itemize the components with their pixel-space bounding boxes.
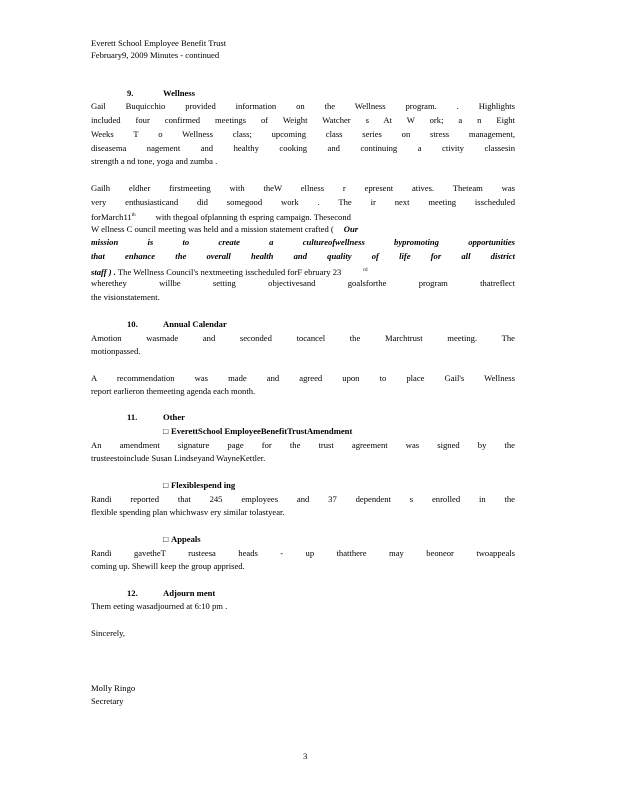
paragraph-line: Weeks T o Wellness class; upcoming class series on stress management, — [91, 129, 515, 139]
subsection-heading-appeals: □ Appeals — [163, 534, 201, 544]
page-number: 3 — [303, 751, 308, 761]
header-title: Everett School Employee Benefit Trust — [91, 38, 227, 48]
mission-statement: Our — [343, 224, 359, 234]
mission-statement: that enhance the overall health and quality of life for all district — [91, 251, 515, 261]
checkbox-bullet-icon: □ — [163, 480, 169, 490]
section-heading-wellness — [127, 88, 195, 99]
paragraph-line: motionpassed. — [91, 346, 141, 356]
section-title: Wellness — [163, 88, 195, 98]
section-number: 10. — [127, 319, 138, 329]
section-title: Adjourn ment — [163, 588, 216, 598]
salutation: Sincerely, — [91, 628, 126, 638]
paragraph-line: W ellness C ouncil meeting was held and a mission statement crafted ( Our — [91, 224, 359, 234]
paragraph-line: coming up. Shewill keep the group apprised. — [91, 561, 245, 571]
paragraph-line: Randi gavetheT rusteesa heads - up thatthere may beoneor twoappeals — [91, 548, 515, 558]
paragraph-line: An amendment signature page for the trust agreement was signed by the — [91, 440, 515, 450]
paragraph-line: Amotion wasmade and seconded tocancel the Marchtrust meeting. The — [91, 333, 515, 343]
paragraph-line: included four confirmed meetings of Weight Watcher s At W ork; a n Eight — [91, 115, 515, 125]
mission-statement: staff — [91, 266, 107, 277]
paragraph-line: strength a nd tone, yoga and zumba . — [91, 156, 218, 166]
paragraph-line: the visionstatement. — [91, 292, 160, 302]
paragraph-line: wherethey willbe setting objectivesand goalsforthe program thatreflect — [91, 278, 515, 288]
paragraph-line: Randi reported that 245 employees and 37 dependent s enrolled in the — [91, 494, 515, 504]
section-heading-calendar — [127, 319, 227, 330]
superscript: th — [131, 213, 136, 218]
section-number: 11. — [127, 412, 138, 422]
paragraph-line: flexible spending plan whichwasv ery similar tolastyear. — [91, 507, 285, 517]
checkbox-bullet-icon: □ — [163, 534, 169, 544]
section-title: Annual Calendar — [163, 319, 227, 329]
subsection-heading-flexible-spending: □ Flexiblespend ing — [163, 480, 236, 490]
mission-statement: mission is to create a cultureofwellness bypromoting opportunities — [91, 237, 515, 247]
paragraph-line: trusteestoinclude Susan Lindseyand WayneKettler. — [91, 453, 266, 463]
signer-role: Secretary — [91, 696, 124, 706]
subsection-heading-amendment: □ EverettSchool EmployeeBenefitTrustAmendment — [163, 426, 353, 436]
paragraph-line: Them eeting wasadjourned at 6:10 pm . — [91, 601, 228, 611]
paragraph-line: Gailh eldher firstmeeting with theW ellness r epresent atives. Theteam was — [91, 183, 515, 193]
paragraph-line: report earlieron themeeting agenda each month. — [91, 386, 256, 396]
paragraph-line: very enthusiasticand did somegood work . The ir next meeting isscheduled — [91, 197, 515, 207]
paragraph-line: diseasema nagement and healthy cooking and continuing a ctivity classesin — [91, 143, 515, 153]
header-subtitle: February9, 2009 Minutes - continued — [91, 50, 220, 60]
paragraph-line: Gail Buquicchio provided information on the Wellness program. . Highlights — [91, 101, 515, 111]
signer-name: Molly Ringo — [91, 683, 136, 693]
superscript: rd — [363, 268, 368, 273]
paragraph-line: A recommendation was made and agreed upon to place Gail's Wellness — [91, 373, 515, 383]
section-number: 9. — [127, 88, 134, 98]
section-heading-other — [127, 412, 185, 423]
paragraph-line: forMarch11th with thegoal ofplanning th espring campaign. Thesecond — [91, 211, 351, 222]
section-number: 12. — [127, 588, 138, 598]
paragraph-line: staff ) . The Wellness Council's nextmeeting isscheduled forF ebruary 23 $^{rd}$ — [91, 266, 368, 277]
section-title: Other — [163, 412, 185, 422]
checkbox-bullet-icon: □ — [163, 426, 169, 436]
section-heading-adjournment — [127, 588, 215, 599]
